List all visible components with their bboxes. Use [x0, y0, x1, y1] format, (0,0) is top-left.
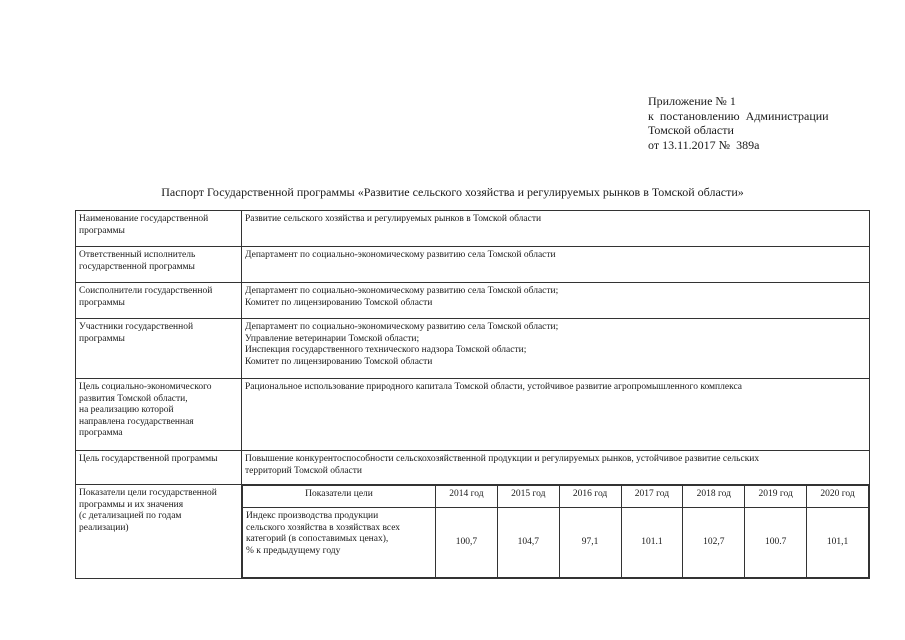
indicators-cell: [242, 485, 870, 579]
indicator-value: 102,7: [683, 508, 745, 578]
indicator-row: [243, 508, 869, 578]
indicators-header: Показатели цели: [243, 486, 436, 508]
year-header: 2016 год: [559, 486, 621, 508]
row-value: Рациональное использование природного капитала Томской области, устойчивое развитие агропромышленного комплекса: [242, 379, 870, 451]
row-value: Департамент по социально-экономическому развитию села Томской области: [242, 247, 870, 283]
indicator-value: 101,1: [807, 508, 869, 578]
row-label: Ответственный исполнитель государственной программы: [76, 247, 242, 283]
appendix-line: к постановлению Администрации: [648, 108, 829, 123]
indicator-value: 101.1: [621, 508, 683, 578]
document-title: Паспорт Государственной программы «Развитие сельского хозяйства и регулируемых рынков в Томской области»: [161, 185, 744, 199]
appendix-line: Томской области: [648, 123, 734, 137]
appendix-line: от 13.11.2017 № 389а: [648, 137, 760, 152]
appendix-line: Приложение № 1: [648, 94, 736, 108]
row-label: Наименование государственной программы: [76, 211, 242, 247]
indicator-value: 100,7: [436, 508, 498, 578]
indicators-header-row: [243, 486, 869, 508]
year-header: 2015 год: [497, 486, 559, 508]
indicator-value: 104,7: [497, 508, 559, 578]
row-value: Департамент по социально-экономическому развитию села Томской области; Управление ветеринарии Томской области; Инспекция государственного технического надзора Томской области; Комитет по лицензированию Томской области: [242, 319, 870, 379]
year-header: 2014 год: [436, 486, 498, 508]
table-row: [76, 211, 870, 247]
indicator-value: 97,1: [559, 508, 621, 578]
row-value: Департамент по социально-экономическому развитию села Томской области; Комитет по лицензированию Томской области: [242, 283, 870, 319]
table-row: [76, 451, 870, 485]
row-value: Развитие сельского хозяйства и регулируемых рынков в Томской области: [242, 211, 870, 247]
indicator-value: 100.7: [745, 508, 807, 578]
table-row: [76, 283, 870, 319]
year-header: 2018 год: [683, 486, 745, 508]
indicator-name: Индекс производства продукции сельского хозяйства в хозяйствах всех категорий (в сопоставимых ценах), % к предыдущему году: [243, 508, 436, 578]
table-row: [76, 379, 870, 451]
row-label: Показатели цели государственной программы и их значения (с детализацией по годам реализации): [76, 485, 242, 579]
row-label: Цель социально-экономического развития Томской области, на реализацию которой направлена государственная программа: [76, 379, 242, 451]
year-header: 2020 год: [807, 486, 869, 508]
table-row: [76, 319, 870, 379]
row-label: Цель государственной программы: [76, 451, 242, 485]
indicators-table: [242, 485, 869, 578]
row-value: Повышение конкурентоспособности сельскохозяйственной продукции и регулируемых рынков, устойчивое развитие сельских территорий Томской области: [242, 451, 870, 485]
appendix-header: [648, 94, 829, 152]
row-label: Участники государственной программы: [76, 319, 242, 379]
table-row: [76, 485, 870, 579]
row-label: Соисполнители государственной программы: [76, 283, 242, 319]
table-row: [76, 247, 870, 283]
year-header: 2017 год: [621, 486, 683, 508]
passport-table: [75, 210, 870, 579]
year-header: 2019 год: [745, 486, 807, 508]
